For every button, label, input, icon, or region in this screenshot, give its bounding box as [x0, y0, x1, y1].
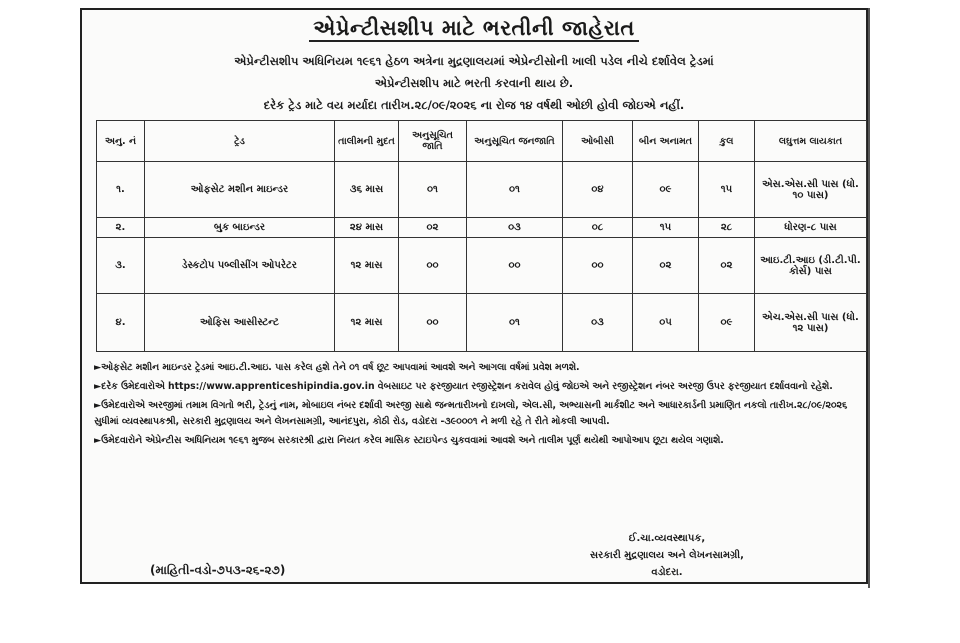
cell-qualification: એસ.એસ.સી પાસ (ધો. ૧૦ પાસ) [755, 162, 867, 218]
cell-qualification: આઇ.ટી.આઇ (ડી.ટી.પી. કોર્સ) પાસ [755, 238, 867, 294]
header-serial: અનુ. નં [97, 121, 145, 162]
cell-duration: ૩૬ માસ [335, 162, 399, 218]
header-obc: ઓબીસી [563, 121, 633, 162]
cell-trade: ડેસ્કટોપ પબ્લીસીંગ ઓપરેટર [145, 238, 335, 294]
vacancy-table [96, 120, 867, 352]
table-header-row [97, 121, 867, 162]
reference-number: (માહિતી-વડો-૭૫૩-૨૬-૨૭) [150, 563, 286, 577]
cell-serial: ૪. [97, 294, 145, 352]
cell-serial: ૧. [97, 162, 145, 218]
cell-total: ૦૯ [699, 294, 755, 352]
signature-office: સરકારી મુદ્રણાલય અને લેખનસામગ્રી, [590, 550, 744, 561]
signature-city: વડોદરા. [651, 567, 683, 578]
table-row [97, 218, 867, 238]
cell-sc: ૦૧ [399, 162, 467, 218]
cell-qualification: એચ.એસ.સી પાસ (ધો. ૧૨ પાસ) [755, 294, 867, 352]
header-trade: ટ્રેડ [145, 121, 335, 162]
cell-duration: ૧૨ માસ [335, 294, 399, 352]
cell-general: ૧૫ [633, 218, 699, 238]
note-item: ►દરેક ઉમેદવારોએ https://www.apprenticeshipindia.gov.in વેબસાઇટ પર ફરજીયાત રજીસ્ટ્રેશન કરાવેલ હોવું જોઇએ અને રજીસ્ટ્રેશન નંબર અરજી ઉપર ફરજીયાત દર્શાવવાનો રહેશે. [94, 381, 833, 392]
table-row [97, 294, 867, 352]
notice-title: એપ્રેન્ટીસશીપ માટે ભરતીની જાહેરાત [82, 16, 866, 41]
intro-line-1: એપ્રેન્ટીસશીપ અધિનિયમ ૧૯૬૧ હેઠળ અત્રેના મુદ્રણાલયમાં એપ્રેન્ટીસોની ખાલી પડેલ નીચે દર્શાવેલ ટ્રેડમાં [234, 54, 714, 68]
cell-st: ૦૧ [467, 294, 563, 352]
cell-obc: ૦૮ [563, 218, 633, 238]
cell-sc: ૦૦ [399, 238, 467, 294]
cell-serial: ૩. [97, 238, 145, 294]
header-qualification: લઘુત્તમ લાયકાત [755, 121, 867, 162]
cell-total: ૨૮ [699, 218, 755, 238]
advertisement-notice [80, 8, 868, 584]
cell-trade: ઓફસેટ મશીન માઇન્ડર [145, 162, 335, 218]
cell-sc: ૦૦ [399, 294, 467, 352]
cell-total: ૧૫ [699, 162, 755, 218]
cell-st: ૦૧ [467, 162, 563, 218]
cell-obc: ૦૦ [563, 238, 633, 294]
note-item: ►ઓફસેટ મશીન માઇન્ડર ટ્રેડમાં આઇ.ટી.આઇ. પાસ કરેલ હશે તેને ૦૧ વર્ષ છૂટ આપવામાં આવશે અને આગલા વર્ષમાં પ્રવેશ મળશે. [94, 362, 580, 373]
cell-obc: ૦૩ [563, 294, 633, 352]
note-item: ►ઉમેદવારોને એપ્રેન્ટીસ અધિનિયમ ૧૯૬૧ મુજબ સરકારશ્રી દ્વારા નિયત કરેલ માસિક સ્ટાઇપેન્ડ ચુકવવામાં આવશે અને તાલીમ પૂર્ણ થયેથી આપોઆપ છૂટા થયેલ ગણાશે. [94, 435, 724, 446]
notes-list [94, 360, 854, 452]
cell-trade: ઓફિસ આસીસ્ટન્ટ [145, 294, 335, 352]
cell-trade: બુક બાઇન્ડર [145, 218, 335, 238]
cell-serial: ૨. [97, 218, 145, 238]
header-st: અનુસૂચિત જનજાતિ [467, 121, 563, 162]
table-row [97, 238, 867, 294]
header-duration: તાલીમની મુદત [335, 121, 399, 162]
scan-edge-line [868, 8, 870, 588]
cell-general: ૦૨ [633, 238, 699, 294]
cell-total: ૦૨ [699, 238, 755, 294]
header-total: કુલ [699, 121, 755, 162]
signature-block [552, 530, 782, 581]
cell-obc: ૦૪ [563, 162, 633, 218]
cell-st: ૦૦ [467, 238, 563, 294]
header-sc: અનુસૂચિત જાતિ [399, 121, 467, 162]
cell-duration: ૧૨ માસ [335, 238, 399, 294]
intro-line-2: એપ્રેન્ટીસશીપ માટે ભરતી કરવાની થાય છે. [374, 76, 574, 90]
note-item: ►ઉમેદવારોએ અરજીમાં તમામ વિગતો ભરી, ટ્રેડનું નામ, મોબાઇલ નંબર દર્શાવી અરજી સાથે જન્મતારીખનો દાખલો, એલ.સી, અભ્યાસની માર્કશીટ અને આધારકાર્ડની પ્રમાણિત નકલો તારીખ.૨૮/૦૯/૨૦૨૬ સુધીમાં વ્યવસ્થાપકશ્રી, સરકારી મુદ્રણાલય અને લેખનસામગ્રી, આનંદપુરા, કોઠી રોડ, વડોદરા -૩૯૦૦૦૧ ને મળી રહે તે રીતે મોકલી આપવી. [94, 400, 848, 427]
table-row [97, 162, 867, 218]
intro-line-3: દરેક ટ્રેડ માટે વય મર્યાદા તારીખ.૨૮/૦૯/૨૦૨૬ ના રોજ ૧૪ વર્ષથી ઓછી હોવી જોઇએ નહીં. [263, 98, 685, 112]
header-general: બીન અનામત [633, 121, 699, 162]
cell-duration: ૨૪ માસ [335, 218, 399, 238]
cell-qualification: ધોરણ-૮ પાસ [755, 218, 867, 238]
signature-designation: ઈ.ચા.વ્યવસ્થાપક, [628, 533, 706, 544]
cell-general: ૦૯ [633, 162, 699, 218]
cell-general: ૦૫ [633, 294, 699, 352]
cell-st: ૦૩ [467, 218, 563, 238]
cell-sc: ૦૨ [399, 218, 467, 238]
